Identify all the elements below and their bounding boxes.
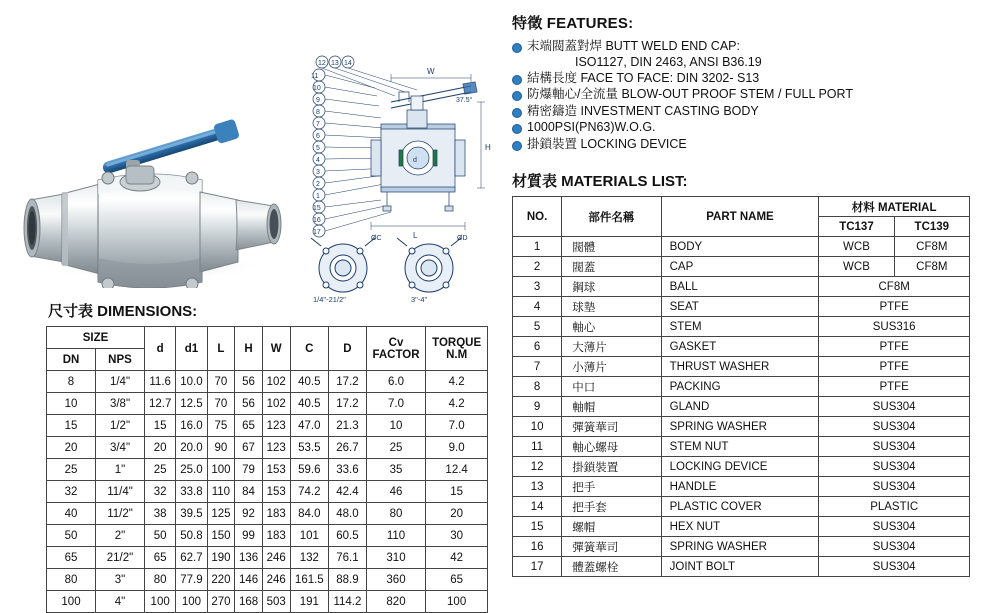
material-en: STEM NUT: [661, 437, 819, 457]
dim-C: 47.0: [290, 415, 329, 437]
svg-text:10: 10: [313, 85, 321, 92]
dim-d1: 20.0: [176, 437, 207, 459]
dim-W: 153: [262, 459, 290, 481]
material-both: SUS304: [819, 457, 970, 477]
dim-W: 246: [262, 569, 290, 591]
feature-text: 1000PSI(PN63)W.O.G.: [527, 120, 656, 135]
dim-C: 132: [290, 547, 329, 569]
feature-text: 末端閥蓋對焊 BUTT WELD END CAP:: [527, 39, 740, 53]
dim-cv: 110: [366, 525, 426, 547]
material-cn: 軸帽: [562, 397, 661, 417]
svg-text:8: 8: [316, 109, 320, 116]
dim-nps: 3/8": [96, 393, 145, 415]
dim-W: 102: [262, 371, 290, 393]
table-row: [47, 503, 488, 525]
dim-header-cv-line1: Cv: [388, 336, 404, 349]
material-cn: 中口: [562, 377, 661, 397]
dim-d: 38: [145, 503, 176, 525]
dim-d: 65: [145, 547, 176, 569]
material-cn: 閥體: [562, 237, 661, 257]
material-en: HANDLE: [661, 477, 819, 497]
dim-d: 12.7: [145, 393, 176, 415]
dim-H: 84: [235, 481, 263, 503]
dim-dn: 80: [47, 569, 96, 591]
material-en: BALL: [661, 277, 819, 297]
dimensions-header-row: [47, 327, 488, 349]
material-no: 4: [513, 297, 562, 317]
dim-nps: 1/2": [96, 415, 145, 437]
dim-H: 67: [235, 437, 263, 459]
feature-item: [512, 137, 992, 153]
feature-text: 結構長度 FACE TO FACE: DIN 3202- S13: [527, 70, 760, 85]
material-both: SUS304: [819, 537, 970, 557]
material-no: 14: [513, 497, 562, 517]
material-en: SPRING WASHER: [661, 537, 819, 557]
table-row: [513, 297, 970, 317]
table-row: [513, 477, 970, 497]
dim-dn: 40: [47, 503, 96, 525]
material-en: HEX NUT: [661, 517, 819, 537]
feature-text: 掛鎖裝置 LOCKING DEVICE: [527, 136, 687, 151]
dim-W: 123: [262, 437, 290, 459]
features-list: [512, 39, 992, 153]
dim-H: 168: [235, 591, 263, 613]
dim-D: 88.9: [329, 569, 367, 591]
dimensions-table: [46, 326, 488, 613]
dim-dn: 8: [47, 371, 96, 393]
material-cn: 螺帽: [562, 517, 661, 537]
material-tc137: WCB: [819, 257, 894, 277]
features-title: 特徵 FEATURES:: [512, 15, 634, 32]
material-no: 7: [513, 357, 562, 377]
table-row: [47, 591, 488, 613]
material-both: SUS304: [819, 437, 970, 457]
dim-cv: 25: [366, 437, 426, 459]
dim-nps: 3/4": [96, 437, 145, 459]
dim-d1: 39.5: [176, 503, 207, 525]
table-row: [513, 357, 970, 377]
dim-d1: 77.9: [176, 569, 207, 591]
dim-header-D: D: [329, 327, 367, 371]
svg-text:1: 1: [316, 193, 320, 200]
material-no: 16: [513, 537, 562, 557]
dim-cv: 6.0: [366, 371, 426, 393]
dim-torque: 4.2: [426, 371, 488, 393]
material-tc139: CF8M: [894, 237, 969, 257]
feature-item: [512, 104, 992, 120]
dim-D: 33.6: [329, 459, 367, 481]
dim-H: 146: [235, 569, 263, 591]
material-no: 11: [513, 437, 562, 457]
dim-d: 15: [145, 415, 176, 437]
bullet-icon: [512, 43, 522, 53]
dim-header-W: W: [262, 327, 290, 371]
dim-d1: 25.0: [176, 459, 207, 481]
material-en: JOINT BOLT: [661, 557, 819, 577]
dim-L: 100: [207, 459, 235, 481]
material-en: PLASTIC COVER: [661, 497, 819, 517]
bullet-icon: [512, 75, 522, 85]
flange-label-phi-d: ØD: [457, 235, 468, 242]
dim-torque: 7.0: [426, 415, 488, 437]
material-both: PTFE: [819, 357, 970, 377]
dim-D: 60.5: [329, 525, 367, 547]
dim-cv: 10: [366, 415, 426, 437]
materials-section: [512, 170, 970, 577]
svg-text:16: 16: [313, 217, 321, 224]
material-no: 6: [513, 337, 562, 357]
dim-header-d: d: [145, 327, 176, 371]
features-section: [512, 12, 992, 154]
table-row: [513, 237, 970, 257]
table-row: [513, 417, 970, 437]
dim-H: 136: [235, 547, 263, 569]
flange-label-left: 1/4"-21/2": [313, 295, 346, 304]
materials-header-tc139: TC139: [894, 217, 969, 237]
table-row: [47, 525, 488, 547]
dim-torque: 30: [426, 525, 488, 547]
table-row: [47, 547, 488, 569]
dim-header-size: SIZE: [47, 327, 145, 349]
table-row: [513, 517, 970, 537]
svg-text:5: 5: [316, 145, 320, 152]
dim-d: 20: [145, 437, 176, 459]
dim-C: 101: [290, 525, 329, 547]
bullet-icon: [512, 91, 522, 101]
material-en: LOCKING DEVICE: [661, 457, 819, 477]
dim-dn: 10: [47, 393, 96, 415]
technical-drawing: [295, 40, 495, 304]
dim-header-nps: NPS: [96, 349, 145, 371]
dim-d: 11.6: [145, 371, 176, 393]
material-both: PTFE: [819, 377, 970, 397]
material-both: PTFE: [819, 297, 970, 317]
flange-label-right: 3"-4": [411, 295, 428, 304]
dim-D: 114.2: [329, 591, 367, 613]
table-row: [513, 437, 970, 457]
material-cn: 體蓋螺栓: [562, 557, 661, 577]
dim-D: 48.0: [329, 503, 367, 525]
dim-C: 161.5: [290, 569, 329, 591]
material-en: CAP: [661, 257, 819, 277]
product-photo: [22, 108, 284, 288]
bullet-icon: [512, 108, 522, 118]
dim-header-torque: [426, 327, 488, 371]
drawing-label-d: d: [413, 157, 417, 164]
svg-text:9: 9: [316, 97, 320, 104]
table-row: [47, 569, 488, 591]
dim-cv: 7.0: [366, 393, 426, 415]
dim-torque: 9.0: [426, 437, 488, 459]
material-en: BODY: [661, 237, 819, 257]
dim-torque: 15: [426, 481, 488, 503]
dim-cv: 46: [366, 481, 426, 503]
svg-text:15: 15: [313, 205, 321, 212]
material-en: STEM: [661, 317, 819, 337]
material-both: SUS304: [819, 417, 970, 437]
bullet-icon: [512, 124, 522, 134]
dim-header-C: C: [290, 327, 329, 371]
dimensions-section: [46, 300, 490, 613]
material-no: 15: [513, 517, 562, 537]
dim-header-H: H: [235, 327, 263, 371]
dim-torque: 100: [426, 591, 488, 613]
material-both: CF8M: [819, 277, 970, 297]
dim-d1: 100: [176, 591, 207, 613]
dim-C: 191: [290, 591, 329, 613]
svg-text:14: 14: [344, 60, 352, 67]
svg-text:2: 2: [316, 181, 320, 188]
table-row: [47, 437, 488, 459]
material-both: PTFE: [819, 337, 970, 357]
table-row: [47, 371, 488, 393]
flange-label-phi-c: ØC: [371, 235, 382, 242]
dim-H: 79: [235, 459, 263, 481]
dim-header-cv-line2: FACTOR: [372, 348, 420, 361]
material-en: GLAND: [661, 397, 819, 417]
material-no: 3: [513, 277, 562, 297]
dim-C: 40.5: [290, 393, 329, 415]
dim-H: 65: [235, 415, 263, 437]
feature-text: 防爆軸心/全流量 BLOW-OUT PROOF STEM / FULL PORT: [527, 87, 853, 102]
dim-dn: 20: [47, 437, 96, 459]
dim-nps: 11/2": [96, 503, 145, 525]
material-cn: 彈簧華司: [562, 417, 661, 437]
table-row: [513, 277, 970, 297]
dim-header-torque-line1: TORQUE: [432, 336, 482, 349]
material-both: SUS316: [819, 317, 970, 337]
material-en: SPRING WASHER: [661, 417, 819, 437]
svg-text:17: 17: [313, 229, 321, 236]
table-row: [47, 393, 488, 415]
dim-torque: 65: [426, 569, 488, 591]
dim-header-dn: DN: [47, 349, 96, 371]
dim-L: 150: [207, 525, 235, 547]
material-both: PLASTIC: [819, 497, 970, 517]
dim-d: 25: [145, 459, 176, 481]
dim-dn: 50: [47, 525, 96, 547]
dim-L: 270: [207, 591, 235, 613]
material-cn: 把手: [562, 477, 661, 497]
dim-L: 110: [207, 481, 235, 503]
dim-d: 100: [145, 591, 176, 613]
dim-L: 190: [207, 547, 235, 569]
feature-item: [512, 120, 992, 136]
dim-nps: 3": [96, 569, 145, 591]
material-no: 9: [513, 397, 562, 417]
material-cn: 軸心: [562, 317, 661, 337]
material-no: 2: [513, 257, 562, 277]
dim-D: 21.3: [329, 415, 367, 437]
material-cn: 小薄片: [562, 357, 661, 377]
dim-d: 50: [145, 525, 176, 547]
material-cn: 球墊: [562, 297, 661, 317]
materials-header-en: PART NAME: [661, 197, 819, 237]
feature-item: [512, 71, 992, 87]
svg-text:4: 4: [316, 157, 320, 164]
material-en: THRUST WASHER: [661, 357, 819, 377]
feature-item: [512, 39, 992, 70]
material-cn: 把手套: [562, 497, 661, 517]
table-row: [513, 317, 970, 337]
materials-header-no: NO.: [513, 197, 562, 237]
dim-W: 246: [262, 547, 290, 569]
dim-nps: 1": [96, 459, 145, 481]
dim-d1: 12.5: [176, 393, 207, 415]
material-both: SUS304: [819, 397, 970, 417]
material-no: 5: [513, 317, 562, 337]
dim-cv: 80: [366, 503, 426, 525]
materials-title: 材質表 MATERIALS LIST:: [512, 173, 688, 190]
dim-d1: 62.7: [176, 547, 207, 569]
dim-D: 76.1: [329, 547, 367, 569]
material-no: 12: [513, 457, 562, 477]
dim-dn: 32: [47, 481, 96, 503]
material-both: SUS304: [819, 557, 970, 577]
materials-header-tc137: TC137: [819, 217, 894, 237]
material-no: 1: [513, 237, 562, 257]
dim-torque: 4.2: [426, 393, 488, 415]
materials-table: [512, 196, 970, 577]
dim-dn: 25: [47, 459, 96, 481]
dim-nps: 1/4": [96, 371, 145, 393]
material-en: GASKET: [661, 337, 819, 357]
material-tc137: WCB: [819, 237, 894, 257]
dim-torque: 20: [426, 503, 488, 525]
material-cn: 軸心螺母: [562, 437, 661, 457]
dim-dn: 100: [47, 591, 96, 613]
dim-header-cv: [366, 327, 426, 371]
dim-D: 42.4: [329, 481, 367, 503]
drawing-label-L: L: [413, 231, 418, 240]
dim-W: 102: [262, 393, 290, 415]
dim-nps: 2": [96, 525, 145, 547]
dim-W: 183: [262, 503, 290, 525]
dim-L: 70: [207, 393, 235, 415]
material-cn: 掛鎖裝置: [562, 457, 661, 477]
dim-L: 90: [207, 437, 235, 459]
dim-C: 53.5: [290, 437, 329, 459]
material-no: 17: [513, 557, 562, 577]
table-row: [513, 537, 970, 557]
table-row: [513, 557, 970, 577]
dim-cv: 820: [366, 591, 426, 613]
svg-text:11: 11: [311, 73, 319, 80]
materials-header-cn: 部件名稱: [562, 197, 661, 237]
dim-nps: 21/2": [96, 547, 145, 569]
dim-nps: 4": [96, 591, 145, 613]
material-cn: 閥蓋: [562, 257, 661, 277]
table-row: [47, 415, 488, 437]
table-row: [47, 481, 488, 503]
material-both: SUS304: [819, 477, 970, 497]
dim-D: 26.7: [329, 437, 367, 459]
material-no: 10: [513, 417, 562, 437]
dim-H: 92: [235, 503, 263, 525]
svg-text:7: 7: [316, 121, 320, 128]
dim-dn: 15: [47, 415, 96, 437]
dim-dn: 65: [47, 547, 96, 569]
material-no: 8: [513, 377, 562, 397]
material-no: 13: [513, 477, 562, 497]
table-row: [513, 337, 970, 357]
dim-torque: 42: [426, 547, 488, 569]
feature-text: 精密鑄造 INVESTMENT CASTING BODY: [527, 103, 759, 118]
table-row: [513, 397, 970, 417]
svg-text:3: 3: [316, 169, 320, 176]
material-cn: 彈簧華司: [562, 537, 661, 557]
drawing-label-W: W: [427, 67, 435, 76]
dim-C: 84.0: [290, 503, 329, 525]
dim-d1: 50.8: [176, 525, 207, 547]
svg-text:12: 12: [318, 60, 326, 67]
dim-nps: 11/4": [96, 481, 145, 503]
dim-cv: 310: [366, 547, 426, 569]
feature-subtext: ISO1127, DIN 2463, ANSI B36.19: [575, 54, 762, 69]
dim-D: 17.2: [329, 371, 367, 393]
svg-text:6: 6: [316, 133, 320, 140]
dim-D: 17.2: [329, 393, 367, 415]
bullet-icon: [512, 141, 522, 151]
dim-L: 220: [207, 569, 235, 591]
dim-H: 99: [235, 525, 263, 547]
dim-C: 74.2: [290, 481, 329, 503]
feature-item: [512, 87, 992, 103]
dim-H: 56: [235, 371, 263, 393]
dim-L: 70: [207, 371, 235, 393]
dim-d1: 16.0: [176, 415, 207, 437]
dim-d: 80: [145, 569, 176, 591]
drawing-label-angle: 37.5°: [456, 97, 473, 104]
dimensions-title: 尺寸表 DIMENSIONS:: [48, 303, 198, 320]
dim-d: 32: [145, 481, 176, 503]
dim-header-L: L: [207, 327, 235, 371]
materials-header-row: [513, 197, 970, 217]
dim-W: 183: [262, 525, 290, 547]
table-row: [513, 377, 970, 397]
material-cn: 大薄片: [562, 337, 661, 357]
dim-C: 40.5: [290, 371, 329, 393]
dim-cv: 35: [366, 459, 426, 481]
material-tc139: CF8M: [894, 257, 969, 277]
table-row: [47, 459, 488, 481]
dim-d1: 10.0: [176, 371, 207, 393]
dim-W: 123: [262, 415, 290, 437]
dim-L: 125: [207, 503, 235, 525]
dim-torque: 12.4: [426, 459, 488, 481]
dim-header-d1: d1: [176, 327, 207, 371]
material-cn: 鋼球: [562, 277, 661, 297]
svg-text:13: 13: [331, 60, 339, 67]
dim-header-torque-line2: N.M: [446, 348, 468, 361]
material-en: PACKING: [661, 377, 819, 397]
material-both: SUS304: [819, 517, 970, 537]
dim-d1: 33.8: [176, 481, 207, 503]
table-row: [513, 497, 970, 517]
material-en: SEAT: [661, 297, 819, 317]
dim-C: 59.6: [290, 459, 329, 481]
dim-W: 153: [262, 481, 290, 503]
dim-W: 503: [262, 591, 290, 613]
dim-cv: 360: [366, 569, 426, 591]
materials-header-material: 材料 MATERIAL: [819, 197, 970, 217]
drawing-label-H: H: [485, 143, 491, 152]
table-row: [513, 257, 970, 277]
table-row: [513, 457, 970, 477]
dim-L: 75: [207, 415, 235, 437]
dim-H: 56: [235, 393, 263, 415]
